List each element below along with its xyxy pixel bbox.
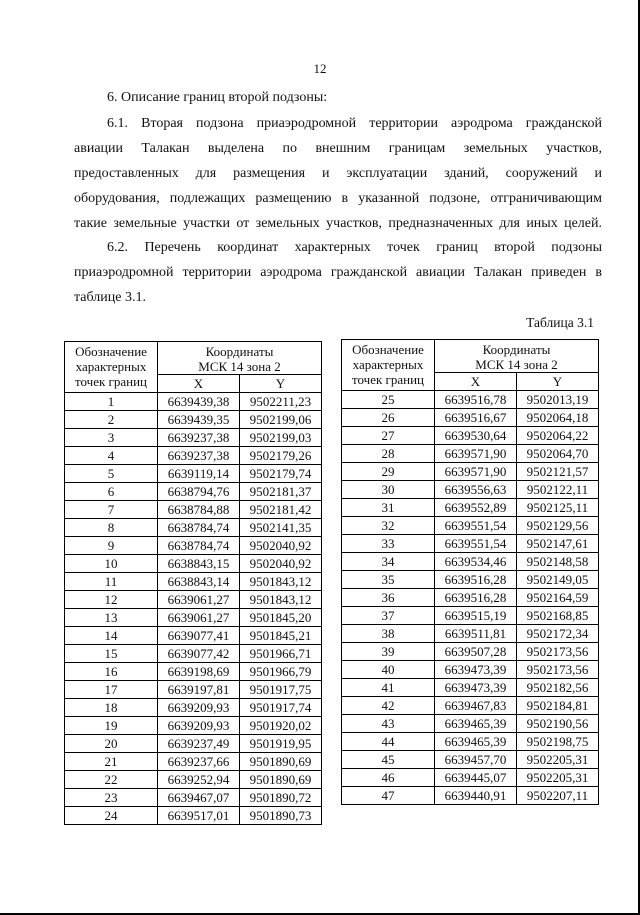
table-row bbox=[342, 409, 599, 427]
x-coordinate-cell: 6638843,14 bbox=[158, 573, 240, 591]
x-coordinate-cell: 6639465,39 bbox=[435, 715, 517, 733]
table-row bbox=[342, 679, 599, 697]
point-number-cell: 15 bbox=[65, 645, 158, 663]
point-number-cell: 34 bbox=[342, 553, 435, 571]
x-coordinate-cell: 6639252,94 bbox=[158, 771, 240, 789]
table-row bbox=[342, 751, 599, 769]
y-coordinate-cell: 9502125,11 bbox=[517, 499, 599, 517]
x-coordinate-cell: 6639077,41 bbox=[158, 627, 240, 645]
y-coordinate-cell: 9502164,59 bbox=[517, 589, 599, 607]
table-row bbox=[65, 789, 322, 807]
designation-header: Обозначение характерных точек границ bbox=[65, 342, 158, 393]
table-row bbox=[342, 481, 599, 499]
y-coordinate-cell: 9501919,95 bbox=[240, 735, 322, 753]
x-coordinate-cell: 6639534,46 bbox=[435, 553, 517, 571]
coordinates-header: Координаты МСК 14 зона 2 bbox=[158, 342, 322, 375]
paragraph-line: приаэродромной территории аэродрома гражданской авиации Талакан приведен в bbox=[74, 265, 602, 280]
point-number-cell: 30 bbox=[342, 481, 435, 499]
y-coordinate-cell: 9501845,20 bbox=[240, 609, 322, 627]
y-coordinate-cell: 9502199,06 bbox=[240, 411, 322, 429]
y-coordinate-cell: 9501890,69 bbox=[240, 771, 322, 789]
x-coordinate-cell: 6638794,76 bbox=[158, 483, 240, 501]
table-row bbox=[342, 535, 599, 553]
y-coordinate-cell: 9502179,26 bbox=[240, 447, 322, 465]
y-coordinate-cell: 9502013,19 bbox=[517, 391, 599, 409]
table-row bbox=[65, 771, 322, 789]
table-row bbox=[342, 553, 599, 571]
x-coordinate-cell: 6639467,07 bbox=[158, 789, 240, 807]
y-coordinate-cell: 9502040,92 bbox=[240, 555, 322, 573]
designation-header: Обозначение характерных точек границ bbox=[342, 340, 435, 391]
table-row bbox=[342, 715, 599, 733]
table-row bbox=[65, 555, 322, 573]
y-coordinate-cell: 9502190,56 bbox=[517, 715, 599, 733]
paragraph-6-1 bbox=[74, 111, 602, 236]
y-coordinate-cell: 9502205,31 bbox=[517, 769, 599, 787]
table-row bbox=[65, 519, 322, 537]
table-row bbox=[65, 753, 322, 771]
table-row bbox=[342, 787, 599, 805]
table-row bbox=[342, 445, 599, 463]
x-coordinate-cell: 6639237,49 bbox=[158, 735, 240, 753]
paragraph-line: такие земельные участки от земельных участков, предназначенных для иных целей. bbox=[74, 216, 602, 231]
point-number-cell: 47 bbox=[342, 787, 435, 805]
x-coordinate-cell: 6639511,81 bbox=[435, 625, 517, 643]
y-coordinate-cell: 9502205,31 bbox=[517, 751, 599, 769]
table-row bbox=[342, 589, 599, 607]
y-coordinate-cell: 9501966,79 bbox=[240, 663, 322, 681]
table-row bbox=[65, 411, 322, 429]
table-row bbox=[65, 591, 322, 609]
point-number-cell: 6 bbox=[65, 483, 158, 501]
point-number-cell: 18 bbox=[65, 699, 158, 717]
y-coordinate-cell: 9502199,03 bbox=[240, 429, 322, 447]
point-number-cell: 22 bbox=[65, 771, 158, 789]
x-coordinate-cell: 6639530,64 bbox=[435, 427, 517, 445]
y-coordinate-cell: 9502147,61 bbox=[517, 535, 599, 553]
table-row bbox=[65, 537, 322, 555]
table-row bbox=[342, 517, 599, 535]
point-number-cell: 29 bbox=[342, 463, 435, 481]
x-coordinate-cell: 6639556,63 bbox=[435, 481, 517, 499]
y-coordinate-cell: 9502064,70 bbox=[517, 445, 599, 463]
x-coordinate-cell: 6639440,91 bbox=[435, 787, 517, 805]
x-coordinate-cell: 6639445,07 bbox=[435, 769, 517, 787]
y-coordinate-cell: 9502122,11 bbox=[517, 481, 599, 499]
y-coordinate-cell: 9502181,42 bbox=[240, 501, 322, 519]
table-body bbox=[65, 393, 322, 825]
table-row bbox=[65, 501, 322, 519]
x-coordinate-cell: 6639571,90 bbox=[435, 463, 517, 481]
x-coordinate-cell: 6639473,39 bbox=[435, 661, 517, 679]
coordinates-table-left bbox=[64, 341, 322, 825]
table-row bbox=[342, 769, 599, 787]
point-number-cell: 25 bbox=[342, 391, 435, 409]
x-coordinate-cell: 6639517,01 bbox=[158, 807, 240, 825]
y-coordinate-cell: 9502141,35 bbox=[240, 519, 322, 537]
table-row bbox=[342, 697, 599, 715]
table-row bbox=[65, 699, 322, 717]
x-coordinate-cell: 6639473,39 bbox=[435, 679, 517, 697]
x-coordinate-cell: 6639197,81 bbox=[158, 681, 240, 699]
x-coordinate-cell: 6639516,28 bbox=[435, 571, 517, 589]
table-row bbox=[65, 465, 322, 483]
paragraph-line: 6.2. Перечень координат характерных точек границ второй подзоны bbox=[107, 240, 602, 255]
x-coordinate-cell: 6639237,66 bbox=[158, 753, 240, 771]
y-coordinate-cell: 9502129,56 bbox=[517, 517, 599, 535]
x-coordinate-cell: 6639077,42 bbox=[158, 645, 240, 663]
y-header: Y bbox=[240, 375, 322, 393]
x-coordinate-cell: 6638784,74 bbox=[158, 519, 240, 537]
x-coordinate-cell: 6639551,54 bbox=[435, 535, 517, 553]
point-number-cell: 13 bbox=[65, 609, 158, 627]
point-number-cell: 43 bbox=[342, 715, 435, 733]
x-coordinate-cell: 6638784,74 bbox=[158, 537, 240, 555]
x-coordinate-cell: 6639516,67 bbox=[435, 409, 517, 427]
y-coordinate-cell: 9502040,92 bbox=[240, 537, 322, 555]
point-number-cell: 17 bbox=[65, 681, 158, 699]
point-number-cell: 23 bbox=[65, 789, 158, 807]
x-coordinate-cell: 6639571,90 bbox=[435, 445, 517, 463]
x-coordinate-cell: 6639507,28 bbox=[435, 643, 517, 661]
page-number: 12 bbox=[313, 61, 327, 76]
x-coordinate-cell: 6639552,89 bbox=[435, 499, 517, 517]
table-row bbox=[342, 625, 599, 643]
x-coordinate-cell: 6639516,28 bbox=[435, 589, 517, 607]
point-number-cell: 19 bbox=[65, 717, 158, 735]
table-row bbox=[65, 429, 322, 447]
table-row bbox=[342, 391, 599, 409]
x-coordinate-cell: 6639439,35 bbox=[158, 411, 240, 429]
x-coordinate-cell: 6639439,38 bbox=[158, 393, 240, 411]
y-coordinate-cell: 9501920,02 bbox=[240, 717, 322, 735]
table-row bbox=[65, 393, 322, 411]
x-coordinate-cell: 6639209,93 bbox=[158, 717, 240, 735]
y-coordinate-cell: 9502182,56 bbox=[517, 679, 599, 697]
y-coordinate-cell: 9502172,34 bbox=[517, 625, 599, 643]
y-coordinate-cell: 9502149,05 bbox=[517, 571, 599, 589]
table-row bbox=[65, 681, 322, 699]
x-coordinate-cell: 6639237,38 bbox=[158, 447, 240, 465]
x-coordinate-cell: 6639457,70 bbox=[435, 751, 517, 769]
point-number-cell: 42 bbox=[342, 697, 435, 715]
y-coordinate-cell: 9502121,57 bbox=[517, 463, 599, 481]
table-row bbox=[342, 643, 599, 661]
point-number-cell: 7 bbox=[65, 501, 158, 519]
point-number-cell: 26 bbox=[342, 409, 435, 427]
point-number-cell: 1 bbox=[65, 393, 158, 411]
point-number-cell: 3 bbox=[65, 429, 158, 447]
y-coordinate-cell: 9501843,12 bbox=[240, 573, 322, 591]
coordinates-header: Координаты МСК 14 зона 2 bbox=[435, 340, 599, 373]
table-row bbox=[65, 807, 322, 825]
y-header: Y bbox=[517, 373, 599, 391]
y-coordinate-cell: 9502181,37 bbox=[240, 483, 322, 501]
x-coordinate-cell: 6639516,78 bbox=[435, 391, 517, 409]
paragraph-line: предоставленных для размещения и эксплуатации зданий, сооружений и bbox=[74, 166, 602, 181]
point-number-cell: 2 bbox=[65, 411, 158, 429]
x-coordinate-cell: 6639209,93 bbox=[158, 699, 240, 717]
table-row bbox=[65, 663, 322, 681]
x-coordinate-cell: 6638784,88 bbox=[158, 501, 240, 519]
point-number-cell: 10 bbox=[65, 555, 158, 573]
table-row bbox=[65, 735, 322, 753]
y-coordinate-cell: 9502064,22 bbox=[517, 427, 599, 445]
table-row bbox=[342, 427, 599, 445]
table-row bbox=[65, 627, 322, 645]
point-number-cell: 9 bbox=[65, 537, 158, 555]
table-row bbox=[342, 499, 599, 517]
y-coordinate-cell: 9502184,81 bbox=[517, 697, 599, 715]
y-coordinate-cell: 9502211,23 bbox=[240, 393, 322, 411]
point-number-cell: 14 bbox=[65, 627, 158, 645]
y-coordinate-cell: 9502198,75 bbox=[517, 733, 599, 751]
table-row bbox=[65, 717, 322, 735]
x-coordinate-cell: 6639119,14 bbox=[158, 465, 240, 483]
table-row bbox=[342, 733, 599, 751]
point-number-cell: 45 bbox=[342, 751, 435, 769]
x-coordinate-cell: 6639237,38 bbox=[158, 429, 240, 447]
y-coordinate-cell: 9501843,12 bbox=[240, 591, 322, 609]
point-number-cell: 8 bbox=[65, 519, 158, 537]
paragraph-6-2 bbox=[74, 235, 602, 310]
point-number-cell: 20 bbox=[65, 735, 158, 753]
point-number-cell: 21 bbox=[65, 753, 158, 771]
y-coordinate-cell: 9501966,71 bbox=[240, 645, 322, 663]
point-number-cell: 31 bbox=[342, 499, 435, 517]
x-coordinate-cell: 6639551,54 bbox=[435, 517, 517, 535]
point-number-cell: 44 bbox=[342, 733, 435, 751]
y-coordinate-cell: 9502064,18 bbox=[517, 409, 599, 427]
point-number-cell: 4 bbox=[65, 447, 158, 465]
y-coordinate-cell: 9502179,74 bbox=[240, 465, 322, 483]
coordinates-table-right bbox=[341, 339, 599, 805]
point-number-cell: 46 bbox=[342, 769, 435, 787]
x-coordinate-cell: 6639061,27 bbox=[158, 591, 240, 609]
table-row bbox=[65, 609, 322, 627]
x-coordinate-cell: 6639465,39 bbox=[435, 733, 517, 751]
point-number-cell: 27 bbox=[342, 427, 435, 445]
table-row bbox=[65, 447, 322, 465]
point-number-cell: 24 bbox=[65, 807, 158, 825]
point-number-cell: 38 bbox=[342, 625, 435, 643]
x-header: X bbox=[435, 373, 517, 391]
table-row bbox=[342, 463, 599, 481]
paragraph-line: оборудования, подлежащих размещению в указанной подзоне, отграничивающим bbox=[74, 191, 602, 206]
section-heading: 6. Описание границ второй подзоны: bbox=[107, 90, 328, 105]
y-coordinate-cell: 9502168,85 bbox=[517, 607, 599, 625]
point-number-cell: 5 bbox=[65, 465, 158, 483]
x-coordinate-cell: 6638843,15 bbox=[158, 555, 240, 573]
x-coordinate-cell: 6639061,27 bbox=[158, 609, 240, 627]
y-coordinate-cell: 9502173,56 bbox=[517, 661, 599, 679]
y-coordinate-cell: 9501890,72 bbox=[240, 789, 322, 807]
y-coordinate-cell: 9502207,11 bbox=[517, 787, 599, 805]
x-header: X bbox=[158, 375, 240, 393]
point-number-cell: 40 bbox=[342, 661, 435, 679]
paragraph-line: 6.1. Вторая подзона приаэродромной территории аэродрома гражданской bbox=[107, 116, 602, 131]
point-number-cell: 12 bbox=[65, 591, 158, 609]
paragraph-line: таблице 3.1. bbox=[74, 290, 146, 305]
table-row bbox=[65, 573, 322, 591]
table-row bbox=[342, 607, 599, 625]
paragraph-line: авиации Талакан выделена по внешним границам земельных участков, bbox=[74, 141, 602, 156]
point-number-cell: 36 bbox=[342, 589, 435, 607]
table-row bbox=[342, 571, 599, 589]
y-coordinate-cell: 9501917,74 bbox=[240, 699, 322, 717]
y-coordinate-cell: 9502173,56 bbox=[517, 643, 599, 661]
y-coordinate-cell: 9502148,58 bbox=[517, 553, 599, 571]
table-row bbox=[65, 483, 322, 501]
x-coordinate-cell: 6639198,69 bbox=[158, 663, 240, 681]
point-number-cell: 35 bbox=[342, 571, 435, 589]
y-coordinate-cell: 9501890,69 bbox=[240, 753, 322, 771]
point-number-cell: 41 bbox=[342, 679, 435, 697]
x-coordinate-cell: 6639467,83 bbox=[435, 697, 517, 715]
point-number-cell: 39 bbox=[342, 643, 435, 661]
point-number-cell: 16 bbox=[65, 663, 158, 681]
point-number-cell: 33 bbox=[342, 535, 435, 553]
y-coordinate-cell: 9501845,21 bbox=[240, 627, 322, 645]
y-coordinate-cell: 9501917,75 bbox=[240, 681, 322, 699]
point-number-cell: 32 bbox=[342, 517, 435, 535]
table-body bbox=[342, 391, 599, 805]
point-number-cell: 11 bbox=[65, 573, 158, 591]
table-row bbox=[342, 661, 599, 679]
point-number-cell: 28 bbox=[342, 445, 435, 463]
table-caption: Таблица 3.1 bbox=[526, 315, 594, 330]
table-row bbox=[65, 645, 322, 663]
x-coordinate-cell: 6639515,19 bbox=[435, 607, 517, 625]
y-coordinate-cell: 9501890,73 bbox=[240, 807, 322, 825]
point-number-cell: 37 bbox=[342, 607, 435, 625]
